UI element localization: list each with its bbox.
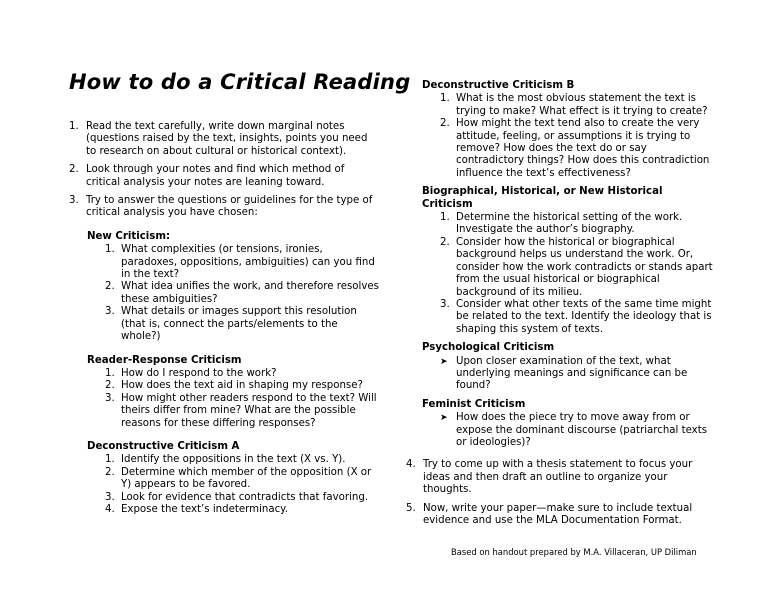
criticism-section [87,441,379,516]
left-sections [69,231,379,517]
item-text: Consider what other texts of the same time might be related to the text. Identify the ideology that is shaping this system of texts. [456,298,712,335]
step-item [69,121,379,158]
step-item [406,503,716,528]
item-number: 1. [440,212,450,224]
criticism-section [422,399,716,450]
list-item [105,380,379,392]
item-text: Upon closer examination of the text, what underlying meanings and significance can be found? [456,355,688,392]
section-heading: New Criticism: [87,230,171,242]
item-text: Expose the text’s indeterminacy. [121,503,288,515]
step-text: Look through your notes and find which method of critical analysis your notes are leaning toward. [86,164,345,188]
criticism-section [422,80,716,180]
item-number: 1. [105,454,115,466]
list-item [105,393,379,430]
bullet-item [440,412,716,449]
item-text: How does the text aid in shaping my response? [121,380,363,392]
list-item [105,492,379,504]
step-text: Try to come up with a thesis statement to focus your ideas and then draft an outline to organize your thoughts. [423,459,693,496]
item-number: 1. [440,93,450,105]
arrow-bullet-icon: ➤ [440,356,448,367]
item-number: 2. [105,466,115,478]
item-number: 2. [105,281,115,293]
section-heading: Psychological Criticism [422,342,555,354]
item-number: 2. [440,118,450,130]
step-number: 1. [69,121,79,132]
final-steps [406,459,716,527]
right-sections [406,80,716,449]
intro-steps [69,121,379,220]
item-text: How might the text tend also to create the very attitude, feeling, or assumptions it is trying to remove? How does the text do or say contradictory things? How does this contradiction influence the text’s effectiveness? [456,118,710,179]
item-number: 1. [105,244,115,256]
list-item [105,244,379,281]
step-number: 4. [406,459,416,471]
list-item [440,212,716,237]
list-item [440,118,716,180]
bullet-item [440,356,716,393]
list-item [105,467,379,492]
item-text: How does the piece try to move away from or expose the dominant discourse (patriarchal texts or ideologies)? [456,412,708,448]
item-text: What complexities (or tensions, ironies, paradoxes, oppositions, ambiguities) can you find in the text? [121,244,375,281]
item-number: 3. [105,491,115,503]
item-text: What is the most obvious statement the text is trying to make? What effect is it trying to create? [456,93,708,117]
arrow-bullet-icon: ➤ [440,413,448,424]
criticism-section [87,231,379,344]
section-heading: Feminist Criticism [422,398,526,410]
criticism-section [87,355,379,430]
section-heading: Reader-Response Criticism [87,354,242,366]
item-number: 2. [440,236,450,248]
page-title: How to do a Critical Reading [69,70,411,94]
list-item [440,299,716,336]
item-text: Look for evidence that contradicts that favoring. [121,491,369,503]
item-number: 1. [105,367,115,379]
section-heading: Biographical, Historical, or New Historical Criticism [422,186,663,210]
list-item [105,368,379,380]
step-item [69,164,379,189]
item-text: What idea unifies the work, and therefore resolves these ambiguities? [121,281,379,305]
item-text: Determine the historical setting of the work. Investigate the author’s biography. [456,212,683,236]
item-text: How do I respond to the work? [121,367,277,379]
section-heading: Deconstructive Criticism A [87,440,240,452]
item-number: 2. [105,380,115,392]
item-text: Determine which member of the opposition (X or Y) appears to be favored. [121,466,372,491]
step-number: 5. [406,502,416,514]
list-item [105,504,379,516]
list-item [440,237,716,299]
item-text: What details or images support this resolution (that is, connect the parts/elements to the whole?) [121,306,357,343]
list-item [105,306,379,343]
item-number: 3. [105,392,115,404]
item-text: Consider how the historical or biographical background helps us understand the work. Or, consider how the work contradicts or stands apart from the usual historical or biographical background of its milieu. [456,236,713,298]
step-number: 3. [69,195,79,207]
left-column [69,121,379,516]
item-number: 3. [440,298,450,310]
criticism-section [422,186,716,336]
step-number: 2. [69,164,79,176]
item-number: 3. [105,306,115,318]
list-item [105,281,379,306]
list-item [440,93,716,118]
item-number: 4. [105,503,115,515]
step-item [69,195,379,220]
item-text: How might other readers respond to the text? Will theirs differ from mine? What are the possible reasons for these differing responses? [121,392,377,429]
step-text: Now, write your paper—make sure to include textual evidence and use the MLA Documentation Format. [423,502,693,526]
criticism-section [422,342,716,393]
item-text: Identify the oppositions in the text (X vs. Y). [121,454,346,466]
footer-credit: Based on handout prepared by M.A. Villaceran, UP Diliman [451,547,697,557]
step-text: Read the text carefully, write down marginal notes (questions raised by the text, insights, points you need to research on about cultural or historical context). [86,121,368,157]
section-heading: Deconstructive Criticism B [422,80,575,91]
step-text: Try to answer the questions or guidelines for the type of critical analysis you have chosen: [86,195,373,219]
right-column [406,80,716,533]
list-item [105,454,379,466]
step-item [406,459,716,496]
